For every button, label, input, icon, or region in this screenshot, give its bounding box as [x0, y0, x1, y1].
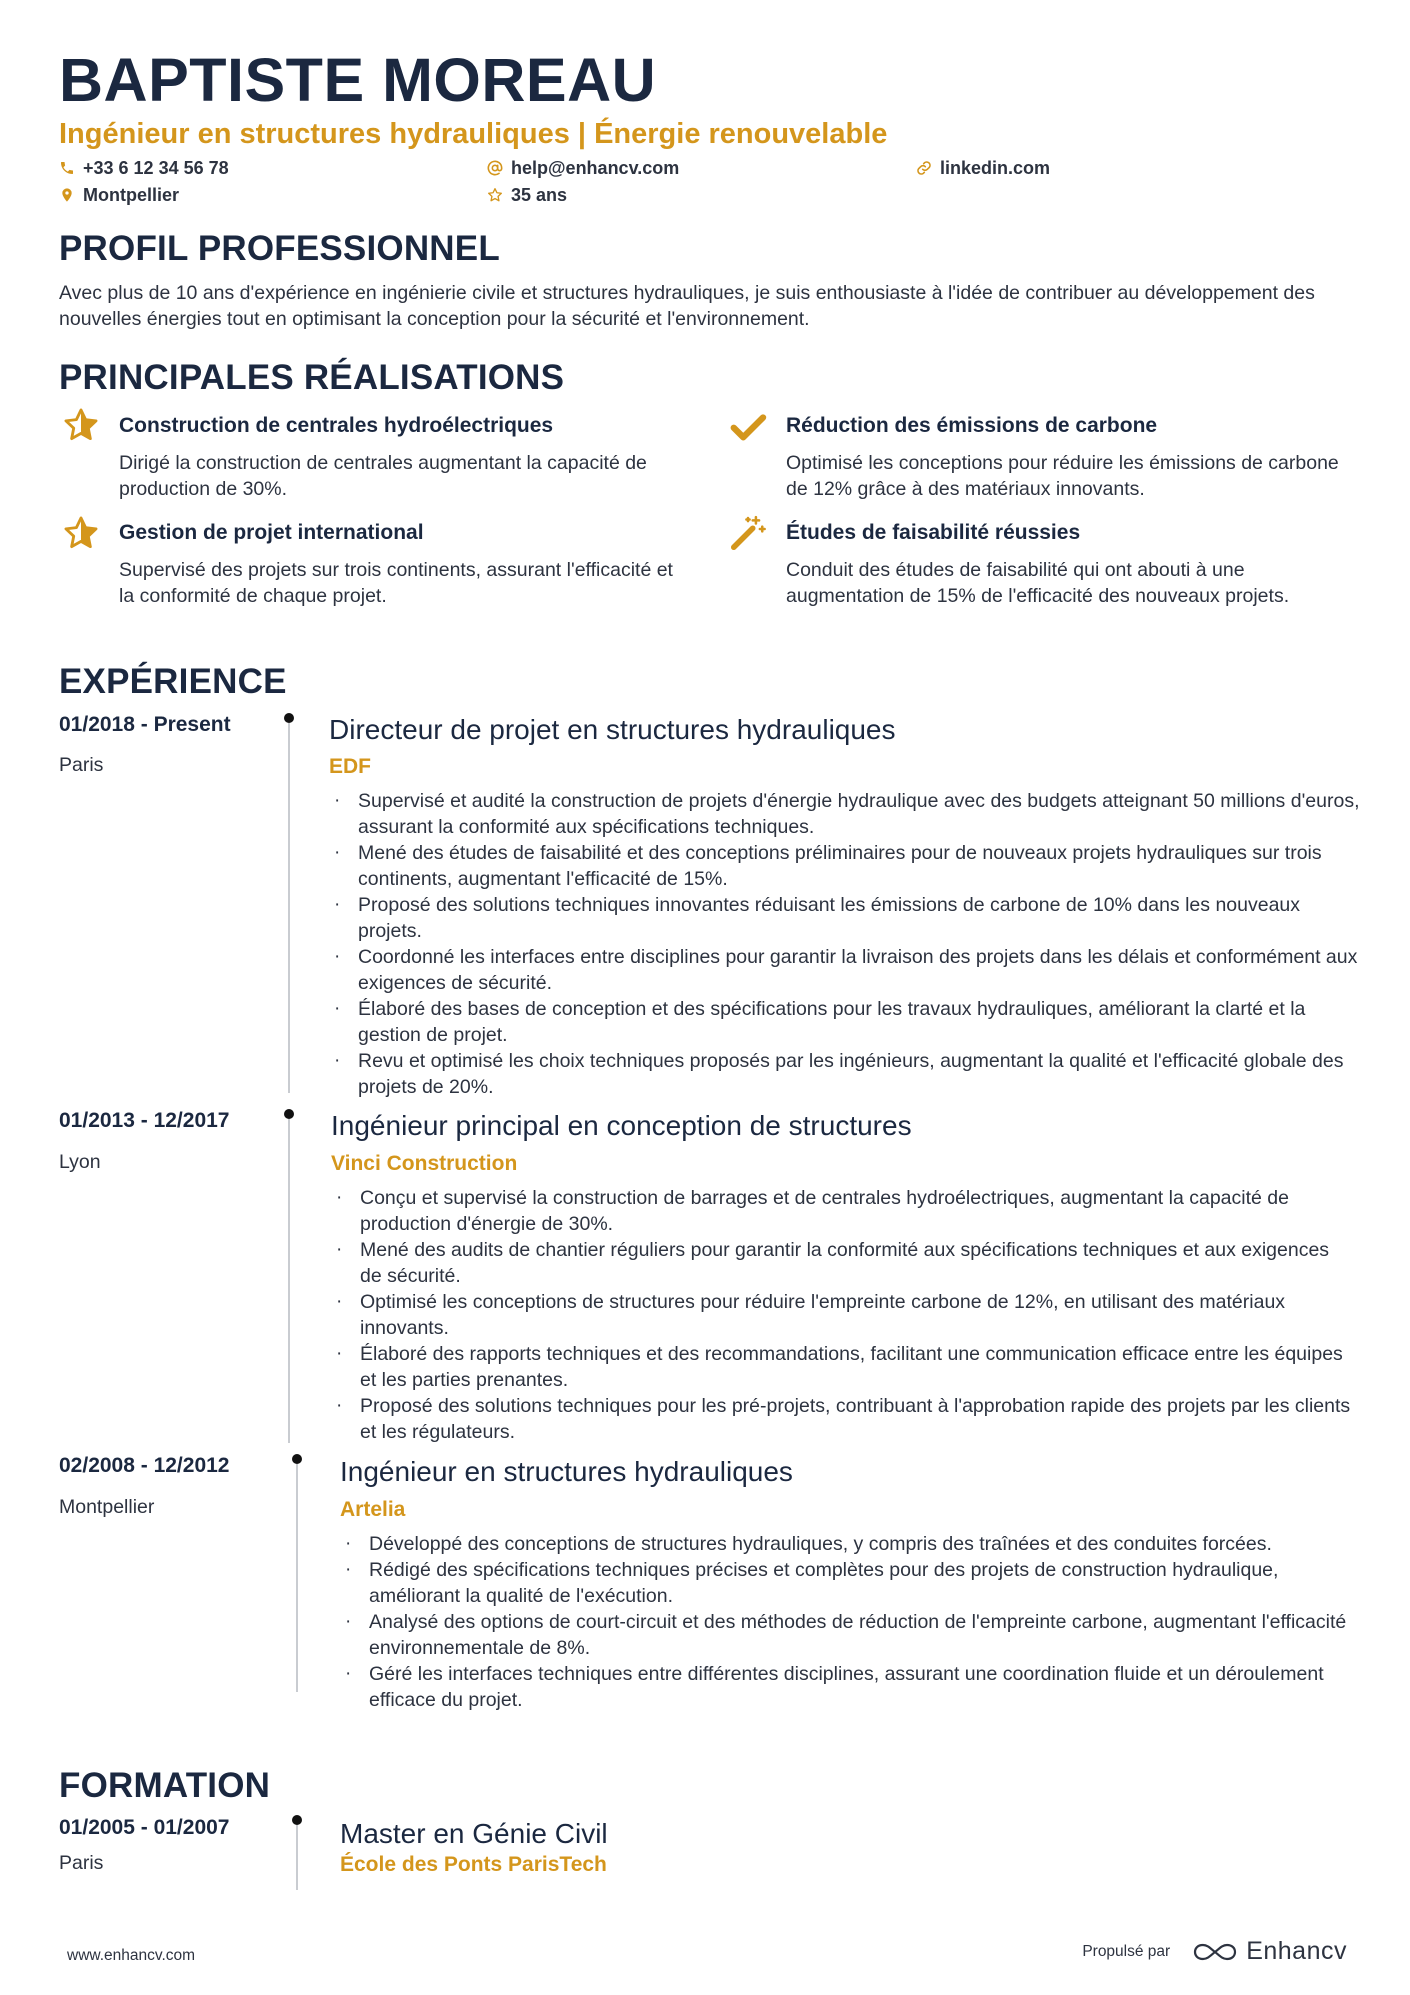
- achievement-title: Gestion de projet international: [119, 521, 424, 544]
- check-icon: [729, 408, 767, 446]
- job-company: Artelia: [340, 1498, 406, 1521]
- magic-wand-icon: [729, 514, 767, 552]
- location-pin-icon: [59, 187, 75, 203]
- section-title-education: FORMATION: [59, 1766, 271, 1805]
- enhancv-logo-icon: [1192, 1940, 1238, 1964]
- at-icon: [487, 160, 503, 176]
- section-title-profile: PROFIL PROFESSIONNEL: [59, 229, 500, 268]
- contact-email[interactable]: [487, 157, 679, 179]
- achievement-title: Études de faisabilité réussies: [786, 521, 1081, 544]
- profile-summary: Avec plus de 10 ans d'expérience en ingénierie civile et structures hydrauliques, je suis enthousiaste à l'idée de contribuer au développement des nouvelles énergies tout en optimisant la conception pour la sécurité et l'environnement.: [59, 282, 1315, 330]
- job-date: 01/2013 - 12/2017: [59, 1109, 230, 1132]
- list-item: · Analysé des options de court-circuit et des méthodes de réduction de l'empreinte carbone, augmentant l'efficacité environnementale de 8%.: [341, 1609, 1361, 1661]
- job-company: EDF: [329, 755, 371, 778]
- section-title-experience: EXPÉRIENCE: [59, 662, 287, 701]
- star-icon: [62, 514, 100, 552]
- education-school: École des Ponts ParisTech: [340, 1853, 607, 1876]
- list-item: · Mené des audits de chantier réguliers pour garantir la conformité aux spécifications techniques et aux exigences de sécurité.: [332, 1237, 1352, 1289]
- linkedin-text[interactable]: linkedin.com: [940, 158, 1051, 178]
- job-location: Lyon: [59, 1151, 101, 1173]
- job-bullets: [332, 1185, 1352, 1445]
- achievement-desc: Conduit des études de faisabilité qui ont abouti à une augmentation de 15% de l'efficacité des nouveaux projets.: [786, 559, 1290, 607]
- list-item: · Élaboré des rapports techniques et des recommandations, facilitant une communication efficace entre les équipes et les parties prenantes.: [332, 1341, 1352, 1393]
- brand-name: Enhancv: [1246, 1937, 1347, 1965]
- candidate-name: BAPTISTE MOREAU: [59, 46, 657, 114]
- timeline-line: [288, 723, 290, 1093]
- contact-linkedin[interactable]: [916, 157, 1050, 179]
- achievement-desc: Optimisé les conceptions pour réduire les émissions de carbone de 12% grâce à des matériaux innovants.: [786, 452, 1339, 500]
- job-location: Paris: [59, 754, 104, 776]
- powered-by-label: Propulsé par: [1082, 1942, 1171, 1960]
- link-icon: [916, 160, 932, 176]
- achievement-desc: Dirigé la construction de centrales augmentant la capacité de production de 30%.: [119, 452, 647, 500]
- job-company: Vinci Construction: [331, 1152, 518, 1175]
- timeline-dot: [292, 1815, 302, 1825]
- star-icon: [62, 406, 100, 444]
- education-date: 01/2005 - 01/2007: [59, 1816, 230, 1839]
- contact-phone: [59, 157, 229, 179]
- footer-branding[interactable]: [1082, 1937, 1347, 1966]
- phone-icon: [59, 160, 75, 176]
- timeline-line: [288, 1119, 290, 1443]
- timeline-dot: [284, 713, 294, 723]
- email-text[interactable]: help@enhancv.com: [511, 158, 680, 178]
- timeline-dot: [292, 1454, 302, 1464]
- list-item: · Supervisé et audité la construction de projets d'énergie hydraulique avec des budgets atteignant 50 millions d'euros, assurant la conformité aux spécifications techniques.: [330, 788, 1360, 840]
- timeline-dot: [284, 1109, 294, 1119]
- list-item: · Proposé des solutions techniques pour les pré-projets, contribuant à l'approbation rapide des projets par les clients et les régulateurs.: [332, 1393, 1352, 1445]
- job-title: Ingénieur principal en conception de structures: [331, 1110, 912, 1141]
- achievement-title: Réduction des émissions de carbone: [786, 414, 1158, 437]
- contact-age: [487, 184, 567, 206]
- timeline-line: [296, 1464, 298, 1692]
- list-item: · Développé des conceptions de structures hydrauliques, y compris des traînées et des conduites forcées.: [341, 1531, 1361, 1557]
- list-item: · Mené des études de faisabilité et des conceptions préliminaires pour de nouveaux projets hydrauliques sur trois continents, augmentant l'efficacité de 15%.: [330, 840, 1360, 892]
- list-item: · Revu et optimisé les choix techniques proposés par les ingénieurs, augmentant la qualité et l'efficacité globale des projets de 20%.: [330, 1048, 1360, 1100]
- list-item: · Rédigé des spécifications techniques précises et complètes pour des projets de construction hydraulique, améliorant la qualité de l'exécution.: [341, 1557, 1361, 1609]
- list-item: · Élaboré des bases de conception et des spécifications pour les travaux hydrauliques, améliorant la clarté et la gestion de projet.: [330, 996, 1360, 1048]
- job-bullets: [341, 1531, 1361, 1713]
- education-degree: Master en Génie Civil: [340, 1818, 608, 1849]
- achievement-title: Construction de centrales hydroélectriques: [119, 414, 554, 437]
- job-title: Directeur de projet en structures hydrauliques: [329, 714, 896, 745]
- contact-location: [59, 184, 179, 206]
- footer-website[interactable]: www.enhancv.com: [67, 1947, 196, 1964]
- achievement-desc: Supervisé des projets sur trois continents, assurant l'efficacité et la conformité de chaque projet.: [119, 559, 673, 607]
- job-title: Ingénieur en structures hydrauliques: [340, 1456, 793, 1487]
- age-text: 35 ans: [511, 185, 568, 205]
- candidate-subtitle: Ingénieur en structures hydrauliques | Énergie renouvelable: [59, 118, 888, 150]
- job-location: Montpellier: [59, 1496, 155, 1518]
- list-item: · Proposé des solutions techniques innovantes réduisant les émissions de carbone de 10% dans les nouveaux projets.: [330, 892, 1360, 944]
- job-date: 01/2018 - Present: [59, 713, 231, 736]
- list-item: · Coordonné les interfaces entre disciplines pour garantir la livraison des projets dans les délais et conformément aux exigences de sécurité.: [330, 944, 1360, 996]
- location-text: Montpellier: [83, 185, 180, 205]
- star-outline-icon: [487, 187, 503, 203]
- education-location: Paris: [59, 1852, 104, 1874]
- list-item: · Conçu et supervisé la construction de barrages et de centrales hydroélectriques, augmentant la capacité de production d'énergie de 30%.: [332, 1185, 1352, 1237]
- job-bullets: [330, 788, 1360, 1100]
- job-date: 02/2008 - 12/2012: [59, 1454, 230, 1477]
- list-item: · Géré les interfaces techniques entre différentes disciplines, assurant une coordination fluide et un déroulement efficace du projet.: [341, 1661, 1361, 1713]
- section-title-achievements: PRINCIPALES RÉALISATIONS: [59, 358, 565, 397]
- timeline-line: [296, 1825, 298, 1890]
- list-item: · Optimisé les conceptions de structures pour réduire l'empreinte carbone de 12%, en utilisant des matériaux innovants.: [332, 1289, 1352, 1341]
- phone-text: +33 6 12 34 56 78: [83, 158, 229, 178]
